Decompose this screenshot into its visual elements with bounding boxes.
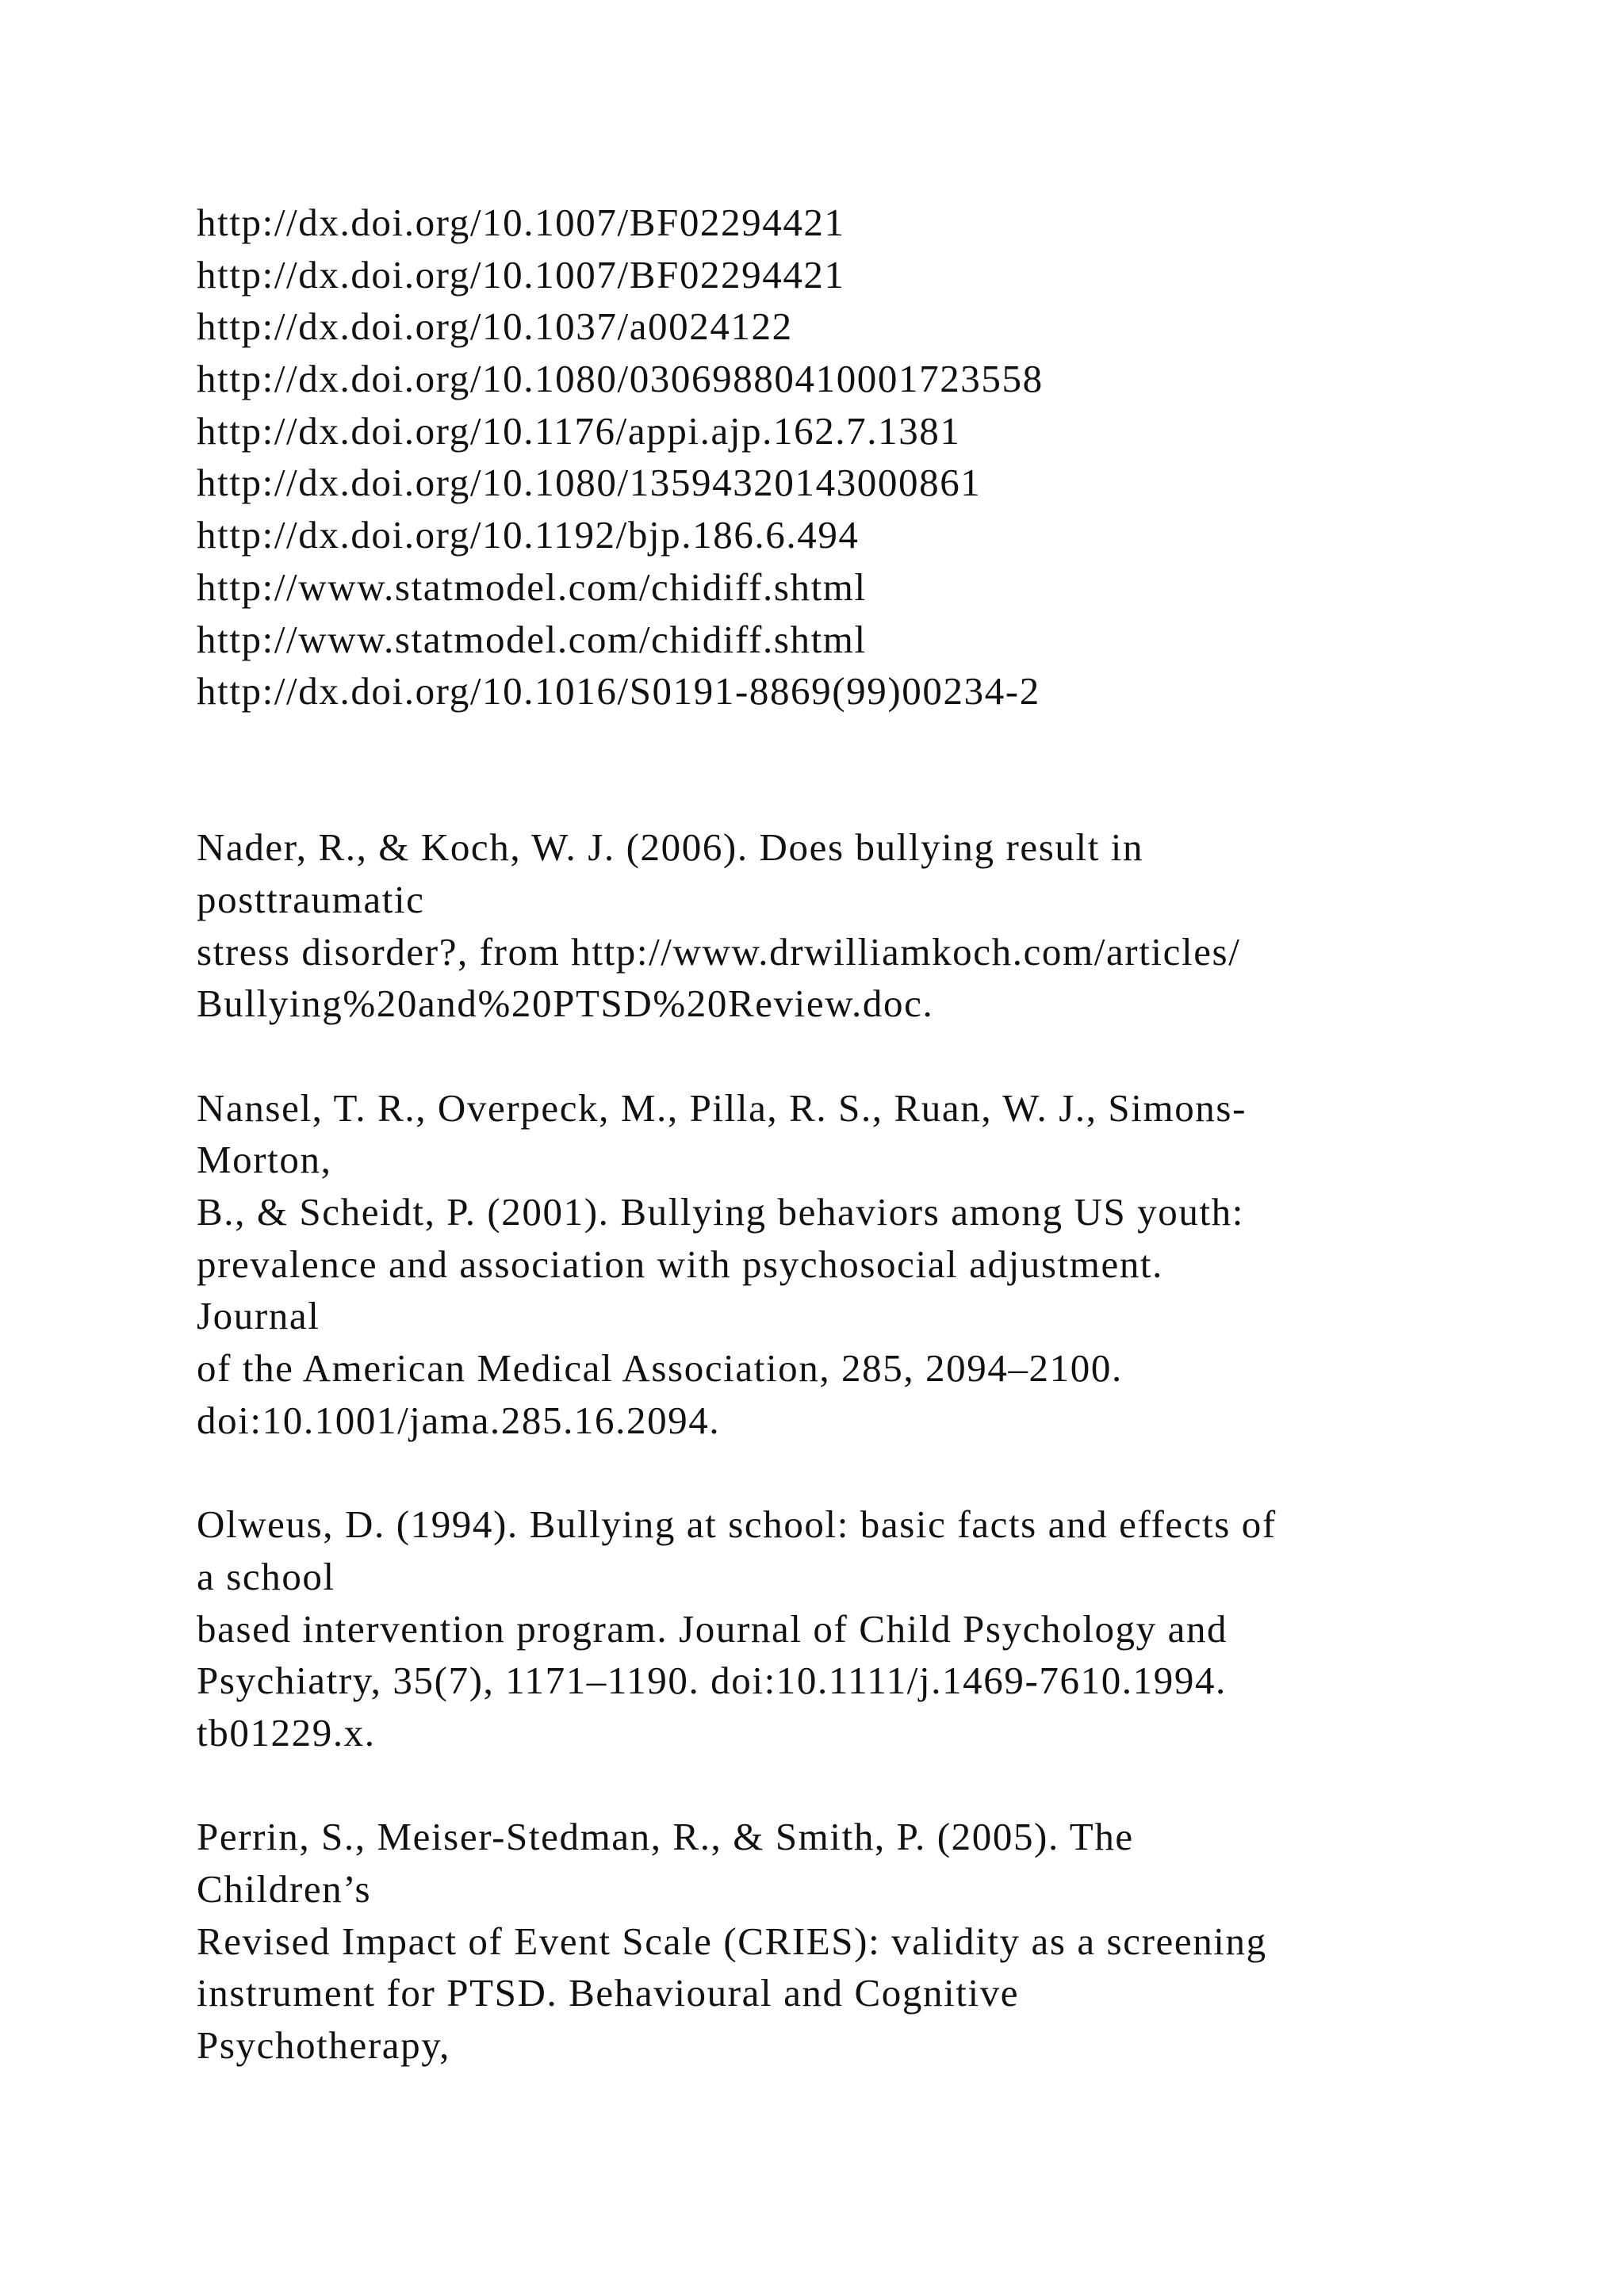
url-line: http://dx.doi.org/10.1080/03069880410001723558 <box>197 357 1044 401</box>
reference-line: based intervention program. Journal of Child Psychology and <box>197 1606 1228 1651</box>
spacer <box>197 1447 1465 1499</box>
reference-line: prevalence and association with psychosocial adjustment. <box>197 1242 1163 1286</box>
spacer <box>197 1030 1465 1082</box>
spacer <box>197 718 1465 821</box>
url-line: http://dx.doi.org/10.1176/appi.ajp.162.7.1381 <box>197 408 961 453</box>
reference-line: Nader, R., & Koch, W. J. (2006). Does bullying result in <box>197 825 1144 870</box>
spacer <box>197 1759 1465 1812</box>
document-page <box>197 197 1465 2072</box>
reference-line: Journal <box>197 1294 320 1338</box>
reference-olweus <box>197 1498 1465 1758</box>
reference-line: tb01229.x. <box>197 1710 376 1755</box>
url-line: http://dx.doi.org/10.1007/BF02294421 <box>197 252 845 297</box>
url-line: http://dx.doi.org/10.1007/BF02294421 <box>197 201 845 244</box>
reference-nader <box>197 821 1465 1030</box>
reference-line: posttraumatic <box>197 877 425 921</box>
reference-line: instrument for PTSD. Behavioural and Cognitive <box>197 1971 1020 2015</box>
reference-line: B., & Scheidt, P. (2001). Bullying behaviors among US youth: <box>197 1190 1244 1234</box>
reference-line: Bullying%20and%20PTSD%20Review.doc. <box>197 982 934 1026</box>
url-line: http://dx.doi.org/10.1016/S0191-8869(99)00234-2 <box>197 669 1040 714</box>
url-line: http://dx.doi.org/10.1080/13594320143000861 <box>197 461 982 505</box>
reference-line: Children’s <box>197 1867 372 1911</box>
reference-nansel <box>197 1082 1465 1447</box>
url-line: http://dx.doi.org/10.1037/a0024122 <box>197 304 793 349</box>
url-line: http://www.statmodel.com/chidiff.shtml <box>197 564 867 609</box>
reference-line: Revised Impact of Event Scale (CRIES): validity as a screening <box>197 1919 1267 1963</box>
reference-line: a school <box>197 1554 335 1598</box>
reference-line: Olweus, D. (1994). Bullying at school: basic facts and effects of <box>197 1502 1277 1547</box>
reference-line: Psychotherapy, <box>197 2023 450 2068</box>
reference-line: Perrin, S., Meiser-Stedman, R., & Smith, P. (2005). The <box>197 1815 1134 1859</box>
reference-line: of the American Medical Association, 285, 2094–2100. <box>197 1346 1123 1391</box>
reference-line: Nansel, T. R., Overpeck, M., Pilla, R. S., Ruan, W. J., Simons- <box>197 1085 1247 1130</box>
url-line: http://dx.doi.org/10.1192/bjp.186.6.494 <box>197 513 860 557</box>
reference-line: doi:10.1001/jama.285.16.2094. <box>197 1398 721 1442</box>
url-list <box>197 197 1465 718</box>
reference-line: Psychiatry, 35(7), 1171–1190. doi:10.1111/j.1469-7610.1994. <box>197 1659 1227 1703</box>
url-line: http://www.statmodel.com/chidiff.shtml <box>197 617 867 661</box>
reference-line: Morton, <box>197 1138 332 1182</box>
reference-line: stress disorder?, from http://www.drwilliamkoch.com/articles/ <box>197 929 1241 974</box>
reference-perrin <box>197 1811 1465 2071</box>
